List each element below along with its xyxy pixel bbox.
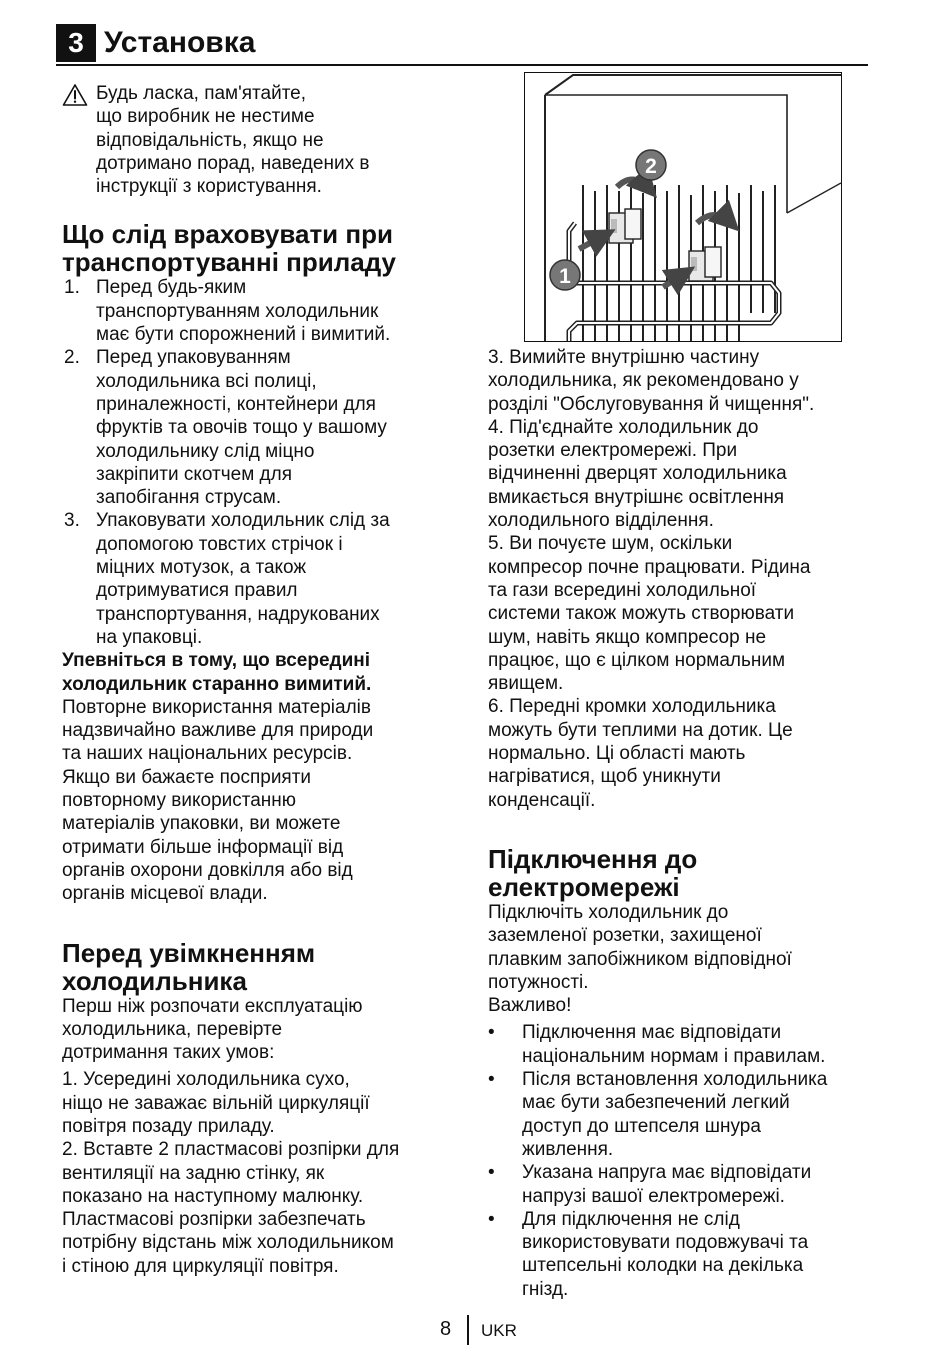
step-6-text: 6. Передні кромки холодильника можуть бути теплими на дотик. Це нормально. Ці області мають нагріватися, щоб уникнути конденсації. — [488, 696, 793, 811]
list-item: • Указана напруга має відповідати напрузі вашої електромережі. — [488, 1161, 883, 1208]
before-start-heading: Перед увімкненням холодильника — [62, 937, 316, 996]
left-column — [62, 82, 462, 1278]
before-step-2: 2. Вставте 2 пластмасові розпірки для вентиляції на задню стінку, як показано на наступному малюнку. Пластмасові розпірки забезпечать потрібну відстань між холодильником і стіною для циркуляції повітря. — [62, 1139, 400, 1277]
step-badge-2 — [636, 150, 666, 180]
language-code: UKR — [481, 1321, 517, 1340]
transport-heading: Що слід враховувати при транспортуванні приладу — [62, 219, 396, 278]
list-item: 2. Перед упаковуванням холодильника всі полиці, приналежності, контейнери для фруктів та овочів тощо у вашому холодильнику слід міцно закріпити скотчем для запобігання струсам. — [64, 347, 387, 509]
condenser-grille — [583, 185, 775, 341]
warning-note — [62, 82, 462, 198]
svg-text:1: 1 — [559, 265, 571, 288]
warning-text: Будь ласка, пам'ятайте, що виробник не нестиме відповідальність, якщо не дотримано порад, наведених в інструкції з користування. — [96, 83, 370, 198]
footer-divider — [467, 1315, 469, 1345]
power-connection-heading: Підключення до електромережі — [488, 843, 698, 902]
transport-list — [62, 276, 462, 649]
warning-triangle-icon — [62, 83, 88, 107]
list-item: 1. Перед будь-яким транспортуванням холодильник має бути спорожнений і вимитий. — [64, 277, 391, 346]
svg-text:2: 2 — [645, 155, 657, 178]
step-4-text: 4. Під'єднайте холодильник до розетки електромережі. При відчиненні дверцят холодильника вмикається внутрішнє освітлення холодильного відділення. — [488, 416, 787, 532]
fridge-back-spacers-illustration — [524, 72, 842, 342]
page-footer — [0, 1315, 950, 1345]
list-item: • Для підключення не слід використовувати подовжувачі та штепсельні колодки на декілька гнізд. — [488, 1208, 883, 1301]
spacer-right — [689, 247, 721, 281]
section-number: 3 — [56, 24, 96, 62]
section-title: Установка — [104, 26, 256, 59]
recycling-text: Повторне використання матеріалів надзвичайно важливе для природи та наших національних ресурсів. Якщо ви бажаєте посприяти повторному використанню матеріалів упаковки, ви можете отримати більше інформації від органів охорони довкілля або від органів місцевої влади. — [62, 696, 374, 905]
step-3-text: 3. Вимийте внутрішню частину холодильника, як рекомендовано у розділі "Обслуговування й чищення". — [488, 347, 815, 415]
before-intro: Перш ніж розпочати експлуатацію холодильника, перевірте дотримання таких умов: — [62, 995, 363, 1064]
list-item: • Після встановлення холодильника має бути забезпечений легкий доступ до штепселя шнура живлення. — [488, 1068, 883, 1161]
step-5-text: 5. Ви почуєте шум, оскільки компресор почне працювати. Рідина та гази всередині холодильної системи також можуть створювати шум, навіть якщо компресор не працює, що є цілком нормальним явищем. — [488, 533, 811, 695]
list-item: 3. Упаковувати холодильник слід за допомогою товстих стрічок і міцних мотузок, а також дотримуватися правил транспортування, надрукованих на упаковці. — [64, 510, 390, 648]
power-requirements-list — [488, 1021, 883, 1301]
page-number: 8 — [440, 1318, 452, 1340]
important-label: Важливо! — [488, 995, 572, 1017]
before-step-1: 1. Усередині холодильника сухо, ніщо не заважає вільній циркуляції повітря позаду приладу. — [62, 1069, 370, 1137]
power-intro: Підключіть холодильник до заземленої розетки, захищеної плавким запобіжником відповідної потужності. — [488, 901, 792, 993]
spacer-left — [609, 209, 641, 243]
section-header — [56, 24, 868, 66]
step-badge-1 — [550, 260, 580, 290]
cleaning-note: Упевніться в тому, що всередині холодильник старанно вимитий. — [62, 650, 372, 695]
right-column — [488, 346, 883, 1301]
list-item: • Підключення має відповідати національним нормам і правилам. — [488, 1021, 883, 1068]
